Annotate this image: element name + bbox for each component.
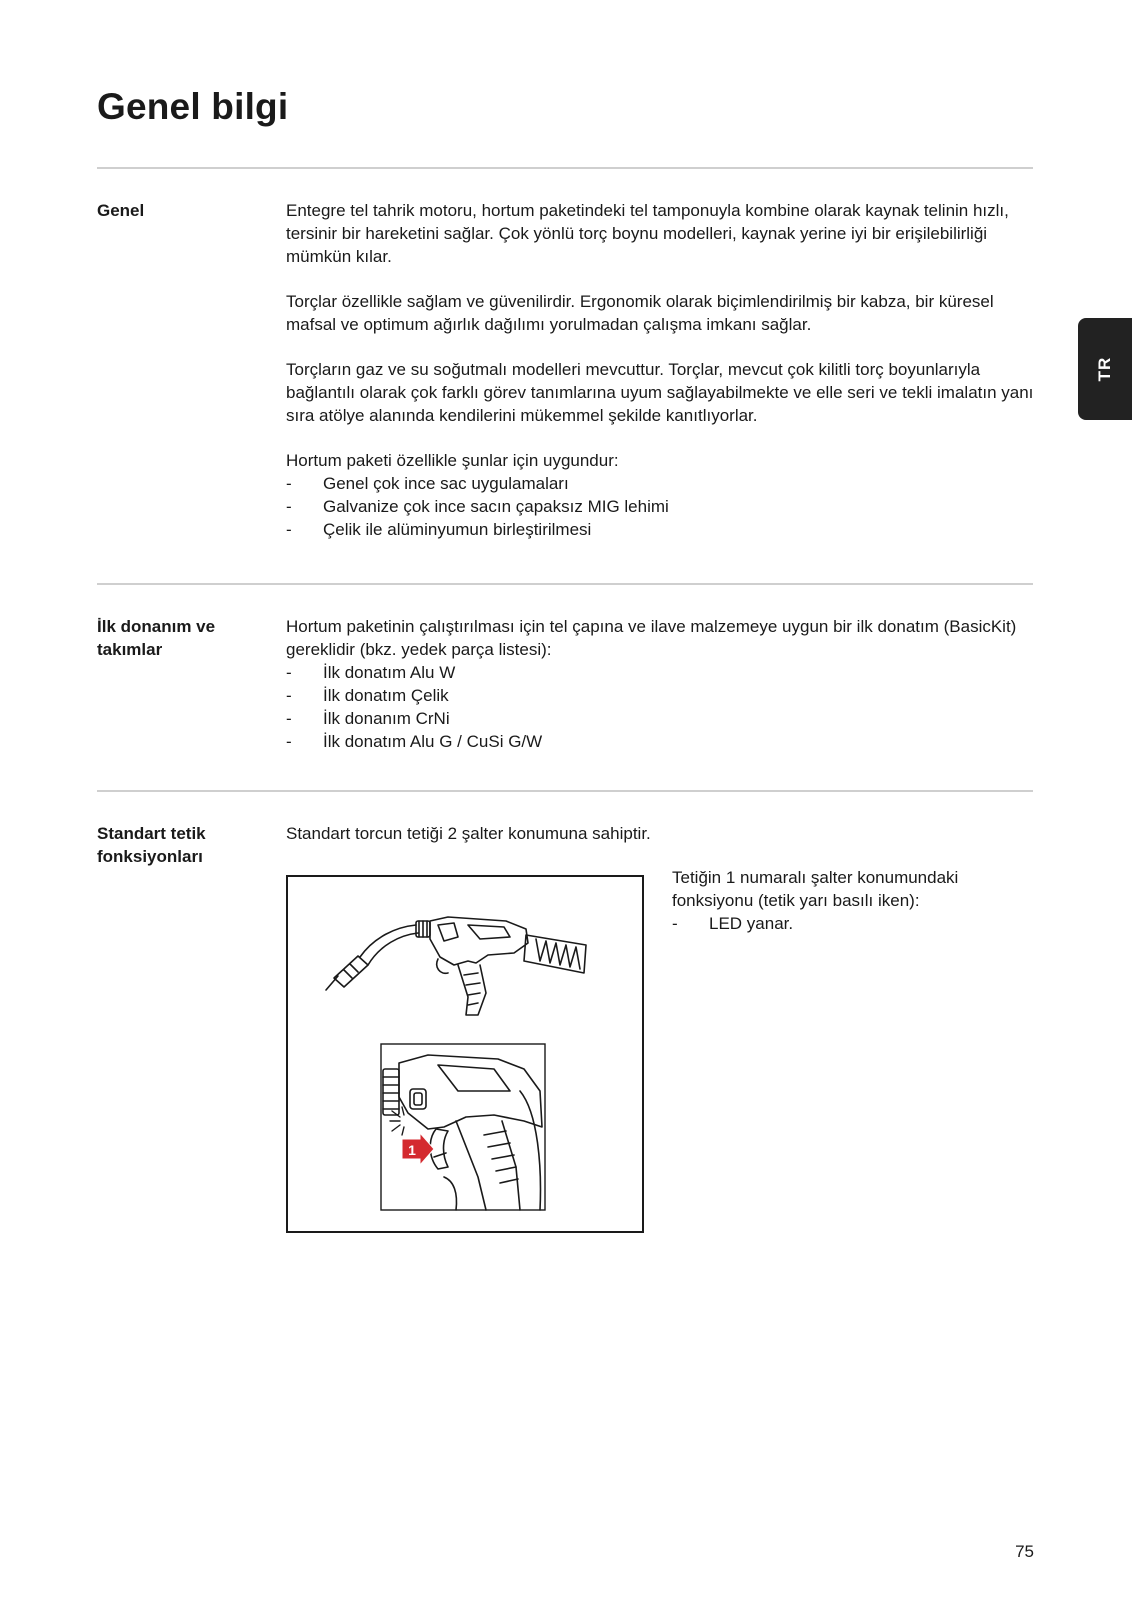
torch-figure	[286, 875, 644, 1233]
paragraph: Entegre tel tahrik motoru, hortum paketindeki tel tamponuyla kombine olarak kaynak telinin hızlı, tersinir bir hareketini sağlar. Çok yönlü torç boynu modelleri, kaynak yerine iyi bir erişilebilirliği mümkün kılar.	[286, 201, 1009, 266]
section-body-standart-tetik	[286, 822, 1036, 845]
list-item: - LED yanar.	[672, 912, 1042, 935]
torch-illustration	[288, 877, 642, 1231]
trigger-position-1-list	[672, 912, 1042, 935]
callout-number: 1	[408, 1142, 416, 1158]
language-tab-label: TR	[1095, 356, 1114, 382]
list-item: - İlk donanım CrNi	[286, 707, 1036, 730]
suitability-list	[286, 472, 1036, 541]
list-item: - İlk donatım Alu G / CuSi G/W	[286, 730, 1036, 753]
trigger-position-1-description	[672, 866, 1042, 935]
section-label-ilk-donanim: İlk donanım ve takımlar	[97, 617, 216, 659]
list-item: - Genel çok ince sac uygulamaları	[286, 472, 1036, 495]
section-divider	[97, 583, 1033, 585]
paragraph: Torçların gaz ve su soğutmalı modelleri mevcuttur. Torçlar, mevcut çok kilitli torç boyunlarıyla bağlantılı olarak çok farklı görev tanımlarına uyum sağlayabilmekte ve elle seri ve tekli imalatın yanı sıra atölye alanında kendilerini mükemmel şekilde kanıtlıyorlar.	[286, 360, 1034, 425]
page-title: Genel bilgi	[97, 86, 289, 127]
welding-torch-icon	[326, 917, 586, 1015]
paragraph: Torçlar özellikle sağlam ve güvenilirdir. Ergonomik olarak biçimlendirilmiş bir kabza, bir küresel mafsal ve optimum ağırlık dağılımı yorulmadan çalışma imkanı sağlar.	[286, 292, 994, 334]
section-divider	[97, 790, 1033, 792]
section-label-standart-tetik: Standart tetik fonksiyonları	[97, 824, 206, 866]
paragraph: Hortum paketinin çalıştırılması için tel çapına ve ilave malzemeye uygun bir ilk donatım (BasicKit) gereklidir (bkz. yedek parça listesi):	[286, 617, 1017, 659]
list-item: - İlk donatım Alu W	[286, 661, 1036, 684]
paragraph: Standart torcun tetiği 2 şalter konumuna sahiptir.	[286, 824, 651, 843]
list-item: - Çelik ile alüminyumun birleştirilmesi	[286, 518, 1036, 541]
section-divider	[97, 167, 1033, 169]
section-body-ilk-donanim	[286, 615, 1036, 753]
list-item: - İlk donatım Çelik	[286, 684, 1036, 707]
section-body-genel	[286, 199, 1036, 541]
list-item: - Galvanize çok ince sacın çapaksız MIG lehimi	[286, 495, 1036, 518]
language-tab	[1078, 318, 1132, 420]
paragraph: Hortum paketi özellikle şunlar için uygundur:	[286, 451, 619, 470]
section-label-genel: Genel	[97, 201, 145, 220]
paragraph: Tetiğin 1 numaralı şalter konumundaki fonksiyonu (tetik yarı basılı iken):	[672, 868, 959, 910]
page-number: 75	[1015, 1542, 1034, 1561]
basic-kit-list	[286, 661, 1036, 753]
